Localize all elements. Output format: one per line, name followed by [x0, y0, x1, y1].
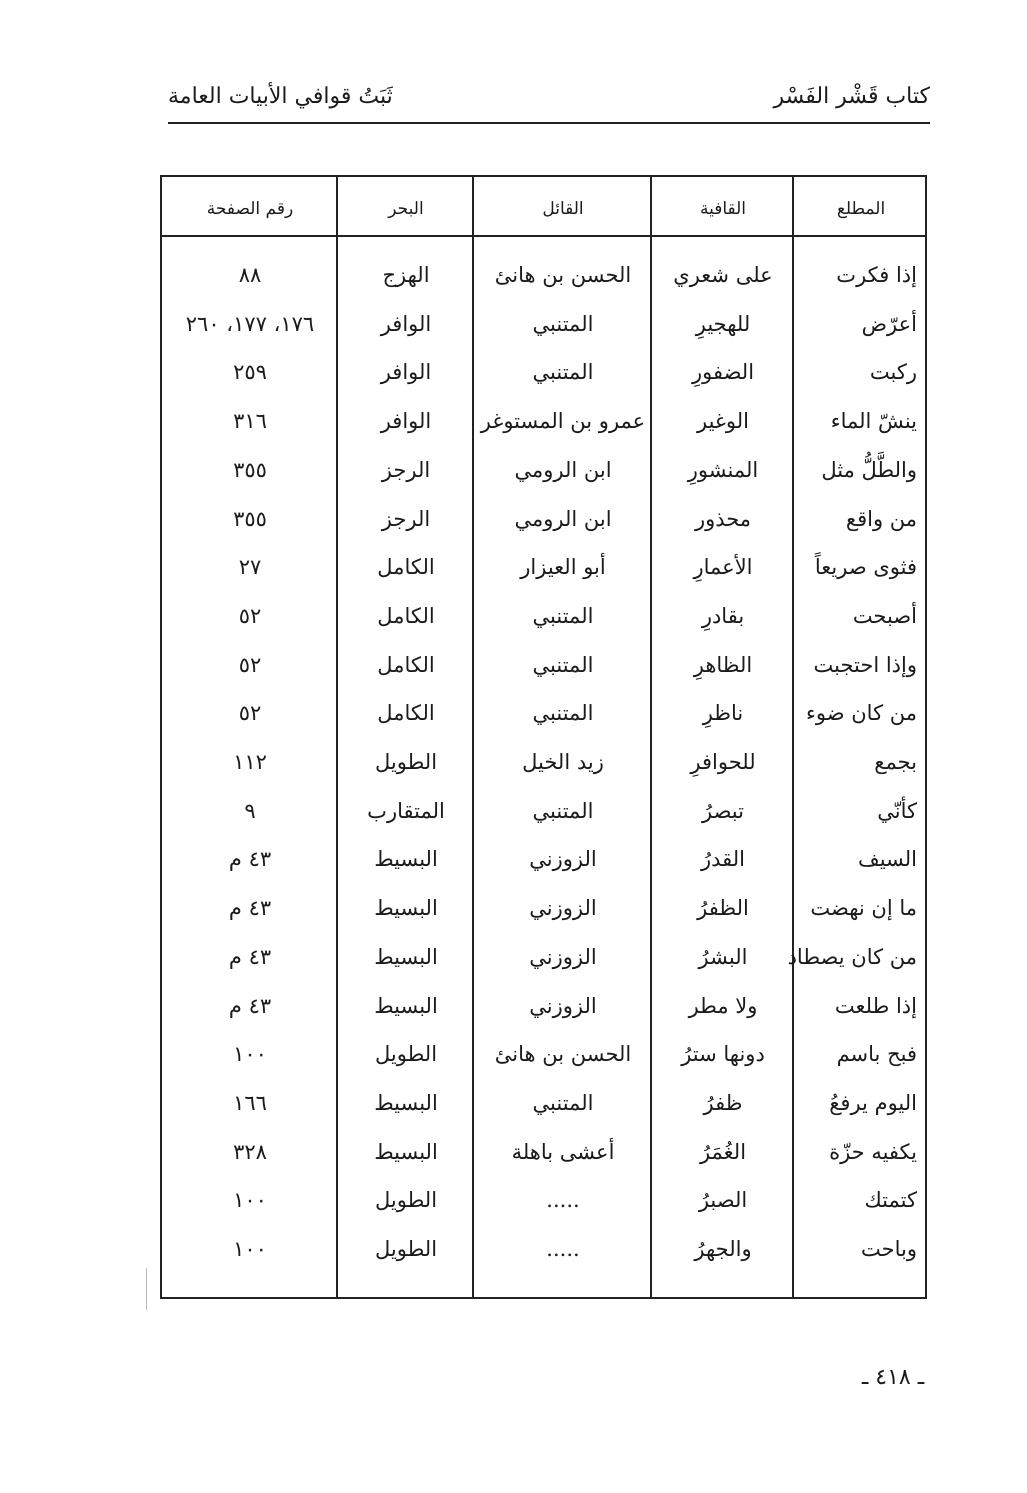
bahr-cell: الكامل [377, 653, 435, 677]
matla-cell-text: أعرّض [861, 312, 917, 336]
matla-cell-text: من واقع [845, 507, 917, 531]
qafiya-cell: للهجيرِ [695, 312, 751, 336]
page-cell: ٥٢ [238, 653, 262, 677]
matla-cell-text: كتمتك [864, 1188, 917, 1212]
matla-cell [795, 312, 927, 336]
matla-cell [787, 945, 927, 969]
qafiya-cell: الوغير [697, 409, 749, 433]
bahr-cell: الطويل [374, 1042, 438, 1066]
page-cell: ١٦٦ [233, 1091, 267, 1115]
page-cell: ١١٢ [233, 750, 267, 774]
bahr-cell: الوافر [380, 312, 432, 336]
page-cell: ١٠٠ [233, 1237, 267, 1261]
qail-cell: المتنبي [532, 1091, 594, 1115]
page-cell: ٣٥٥ [233, 507, 267, 531]
matla-cell-text: فثوى صريعاً [814, 555, 917, 579]
qafiya-cell: تبصرُ [702, 799, 744, 823]
bahr-cell: الطويل [374, 1237, 438, 1261]
qail-cell: الزوزني [529, 945, 597, 969]
matla-cell [795, 555, 927, 579]
bahr-cell: البسيط [374, 847, 438, 871]
bahr-cell: الوافر [380, 360, 432, 384]
column-divider [336, 177, 338, 1297]
matla-cell [795, 653, 927, 677]
bahr-cell: البسيط [374, 994, 438, 1018]
matla-cell-text: من كان ضوء [806, 701, 917, 725]
page-cell: ٣٢٨ [233, 1140, 267, 1164]
page-cell: ٥٢ [238, 604, 262, 628]
bahr-cell: البسيط [374, 896, 438, 920]
column-header-qail: القائل [542, 199, 584, 219]
qail-cell: ابن الرومي [514, 458, 612, 482]
bahr-cell: البسيط [374, 945, 438, 969]
matla-cell-text: فبح باسم [836, 1042, 917, 1066]
page-cell: ٤٣ م [228, 945, 272, 969]
matla-cell [795, 750, 927, 774]
matla-cell [795, 799, 927, 823]
bahr-cell: الكامل [377, 555, 435, 579]
qail-cell: المتنبي [532, 604, 594, 628]
matla-cell [795, 458, 927, 482]
qail-cell: المتنبي [532, 701, 594, 725]
matla-cell [795, 1237, 927, 1261]
matla-cell [795, 1091, 927, 1115]
qail-cell: المتنبي [532, 312, 594, 336]
matla-cell-text: إذا طلعت [834, 994, 917, 1018]
matla-cell-text: إذا فكرت [836, 263, 917, 287]
qail-cell: الحسن بن هانئ [494, 1042, 632, 1066]
bahr-cell: البسيط [374, 1140, 438, 1164]
qafiya-cell: والجهرُ [694, 1237, 752, 1261]
qail-cell: المتنبي [532, 360, 594, 384]
matla-cell-text: السيف [857, 847, 917, 871]
page-number: ـ ٤١٨ ـ [861, 1365, 925, 1390]
qafiya-cell: الغُمَرُ [699, 1140, 747, 1164]
page-cell: ١٧٦، ١٧٧، ٢٦٠ [185, 312, 315, 336]
column-header-qafiya: القافية [699, 199, 747, 219]
bahr-cell: الوافر [380, 409, 432, 433]
qafiya-cell: على شعري [673, 263, 773, 287]
qafiya-cell: محذور [694, 507, 752, 531]
qafiya-cell: للحوافرِ [690, 750, 756, 774]
matla-cell [795, 701, 927, 725]
page-cell: ٣٥٥ [233, 458, 267, 482]
page-cell: ٤٣ م [228, 847, 272, 871]
page-cell: ٥٢ [238, 701, 262, 725]
qail-cell: ابن الرومي [514, 507, 612, 531]
qail-cell: ..... [546, 1188, 580, 1212]
page-cell: ٣١٦ [233, 409, 267, 433]
matla-cell-text: ينشّ الماء [830, 409, 917, 433]
column-divider [650, 177, 652, 1297]
page-cell: ١٠٠ [233, 1188, 267, 1212]
qafiya-cell: الصبرُ [698, 1188, 748, 1212]
qail-cell: المتنبي [532, 799, 594, 823]
page-header [168, 78, 930, 124]
matla-cell [795, 507, 927, 531]
qail-cell: المتنبي [532, 653, 594, 677]
rhymes-table [160, 175, 927, 1299]
matla-cell [795, 1188, 927, 1212]
qail-cell: ..... [546, 1237, 580, 1261]
qafiya-cell: الضفورِ [691, 360, 755, 384]
qafiya-cell: الظفرُ [697, 896, 749, 920]
qafiya-cell: الظاهرِ [693, 653, 753, 677]
matla-cell-text: ركبت [869, 360, 917, 384]
table-header-row [162, 177, 925, 237]
qafiya-cell: بقادرِ [701, 604, 745, 628]
column-header-matla: المطلع [836, 199, 886, 219]
page-cell: ٤٣ م [228, 994, 272, 1018]
qafiya-cell: ولا مطر [688, 994, 758, 1018]
matla-cell [795, 360, 927, 384]
column-header-bahr: البحر [388, 199, 424, 219]
qail-cell: عمرو بن المستوغر [480, 409, 646, 433]
matla-cell [795, 604, 927, 628]
bahr-cell: الكامل [377, 701, 435, 725]
qafiya-cell: القدرُ [700, 847, 746, 871]
book-title: كتاب قَشْر الفَسْر [773, 84, 930, 109]
page-cell: ١٠٠ [233, 1042, 267, 1066]
qafiya-cell: الأعمارِ [693, 555, 753, 579]
scan-artifact-line [146, 1268, 147, 1310]
bahr-cell: الرجز [381, 458, 431, 482]
page-cell: ٢٧ [238, 555, 262, 579]
matla-cell-text: وباحت [861, 1237, 917, 1261]
page-cell: ٨٨ [238, 263, 262, 287]
matla-cell [795, 1042, 927, 1066]
matla-cell-text: من كان يصطاد [787, 945, 917, 969]
qail-cell: أبو العيزار [520, 555, 606, 579]
matla-cell-text: كأنّي [877, 799, 917, 823]
bahr-cell: الطويل [374, 1188, 438, 1212]
qafiya-cell: المنشورِ [687, 458, 759, 482]
page-cell: ٩ [244, 799, 256, 823]
page-cell: ٤٣ م [228, 896, 272, 920]
matla-cell-text: ما إن نهضت [810, 896, 917, 920]
column-divider [792, 177, 794, 1297]
qafiya-cell: ناظرِ [702, 701, 744, 725]
qail-cell: الحسن بن هانئ [494, 263, 632, 287]
matla-cell-text: يكفيه حزّة [829, 1140, 917, 1164]
matla-cell [795, 847, 927, 871]
qail-cell: أعشى باهلة [511, 1140, 615, 1164]
bahr-cell: الطويل [374, 750, 438, 774]
qafiya-cell: ظفرُ [703, 1091, 743, 1115]
qail-cell: الزوزني [529, 994, 597, 1018]
matla-cell [795, 1140, 927, 1164]
bahr-cell: البسيط [374, 1091, 438, 1115]
matla-cell [795, 896, 927, 920]
matla-cell [795, 409, 927, 433]
matla-cell [795, 263, 927, 287]
bahr-cell: الرجز [381, 507, 431, 531]
matla-cell [795, 994, 927, 1018]
qail-cell: الزوزني [529, 896, 597, 920]
qail-cell: زيد الخيل [522, 750, 604, 774]
bahr-cell: الكامل [377, 604, 435, 628]
matla-cell-text: والطَّلُّ مثل [821, 458, 917, 482]
matla-cell-text: أصبحت [852, 604, 917, 628]
bahr-cell: المتقارب [367, 799, 445, 823]
matla-cell-text: بجمع [874, 750, 917, 774]
matla-cell-text: وإذا احتجبت [813, 653, 917, 677]
qafiya-cell: البشرُ [698, 945, 748, 969]
bahr-cell: الهزج [382, 263, 430, 287]
qail-cell: الزوزني [529, 847, 597, 871]
column-divider [472, 177, 474, 1297]
matla-cell-text: اليوم يرفعُ [829, 1091, 917, 1115]
column-header-page: رقم الصفحة [206, 199, 294, 219]
qafiya-cell: دونها سترُ [681, 1042, 765, 1066]
page-cell: ٢٥٩ [233, 360, 267, 384]
section-title: ثَبَتُ قوافي الأبيات العامة [168, 84, 393, 109]
